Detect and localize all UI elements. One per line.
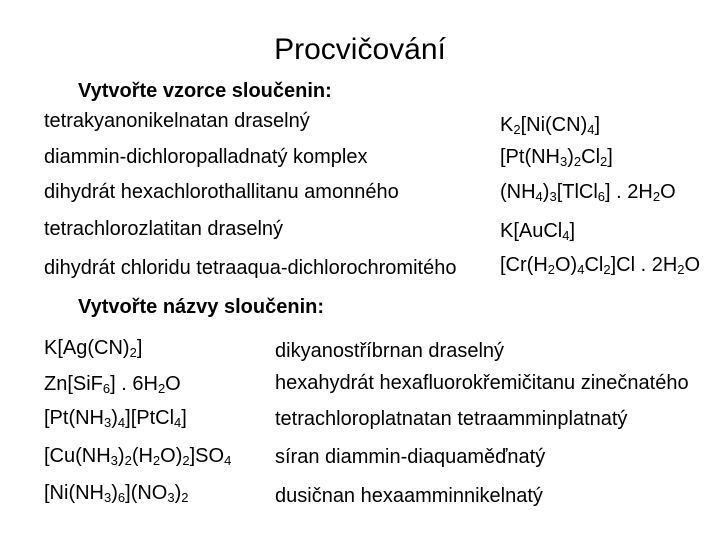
- compound-name: dihydrát chloridu tetraaqua-dichlorochromitého: [44, 257, 457, 279]
- compound-name: diammin-dichloropalladnatý komplex: [44, 146, 368, 168]
- section2-heading: Vytvořte názvy sloučenin:: [78, 296, 324, 318]
- compound-formula: $K_2[Ni(CN)_4]$: [500, 114, 601, 137]
- compound-formula: $[Cu(NH_3)_2(H_2O)_2]SO_4$: [44, 445, 232, 468]
- compound-formula: $[Pt(NH_3)_4][PtCl_4]$: [44, 407, 187, 430]
- compound-formula: $[Cr(H_2O)_4Cl_2]Cl$ . $2H_2O$: [500, 254, 701, 277]
- compound-name: síran diammin-diaquaměďnatý: [275, 446, 546, 468]
- compound-name: dihydrát hexachlorothallitanu amonného: [44, 181, 399, 203]
- compound-name: dikyanostříbrnan draselný: [275, 340, 505, 362]
- compound-formula: Zn[SiF$_6$] . $6H_2O$: [44, 373, 181, 396]
- compound-name: tetrachlorozlatitan draselný: [44, 218, 284, 240]
- slide-title: Procvičování: [274, 33, 446, 66]
- section1-heading: Vytvořte vzorce sloučenin:: [78, 80, 332, 102]
- compound-name: tetrachloroplatnatan tetraamminplatnatý: [275, 408, 628, 430]
- compound-name: dusičnan hexaamminnikelnatý: [275, 485, 543, 507]
- compound-formula: $K[Ag(CN)_2]$: [44, 337, 143, 360]
- compound-formula: $[Ni(NH_3)_6](NO_3)_2$: [44, 482, 189, 505]
- compound-formula: $[Pt(NH_3)_2Cl_2]$: [500, 146, 613, 169]
- compound-formula: $(NH_4)_3[TlCl_6]$ . $2H_2O$: [500, 181, 676, 204]
- compound-name: tetrakyanonikelnatan draselný: [44, 110, 310, 132]
- compound-formula: K[AuCl$_4$]: [500, 220, 576, 243]
- compound-name: hexahydrát hexafluorokřemičitanu zinečnatého: [275, 372, 689, 394]
